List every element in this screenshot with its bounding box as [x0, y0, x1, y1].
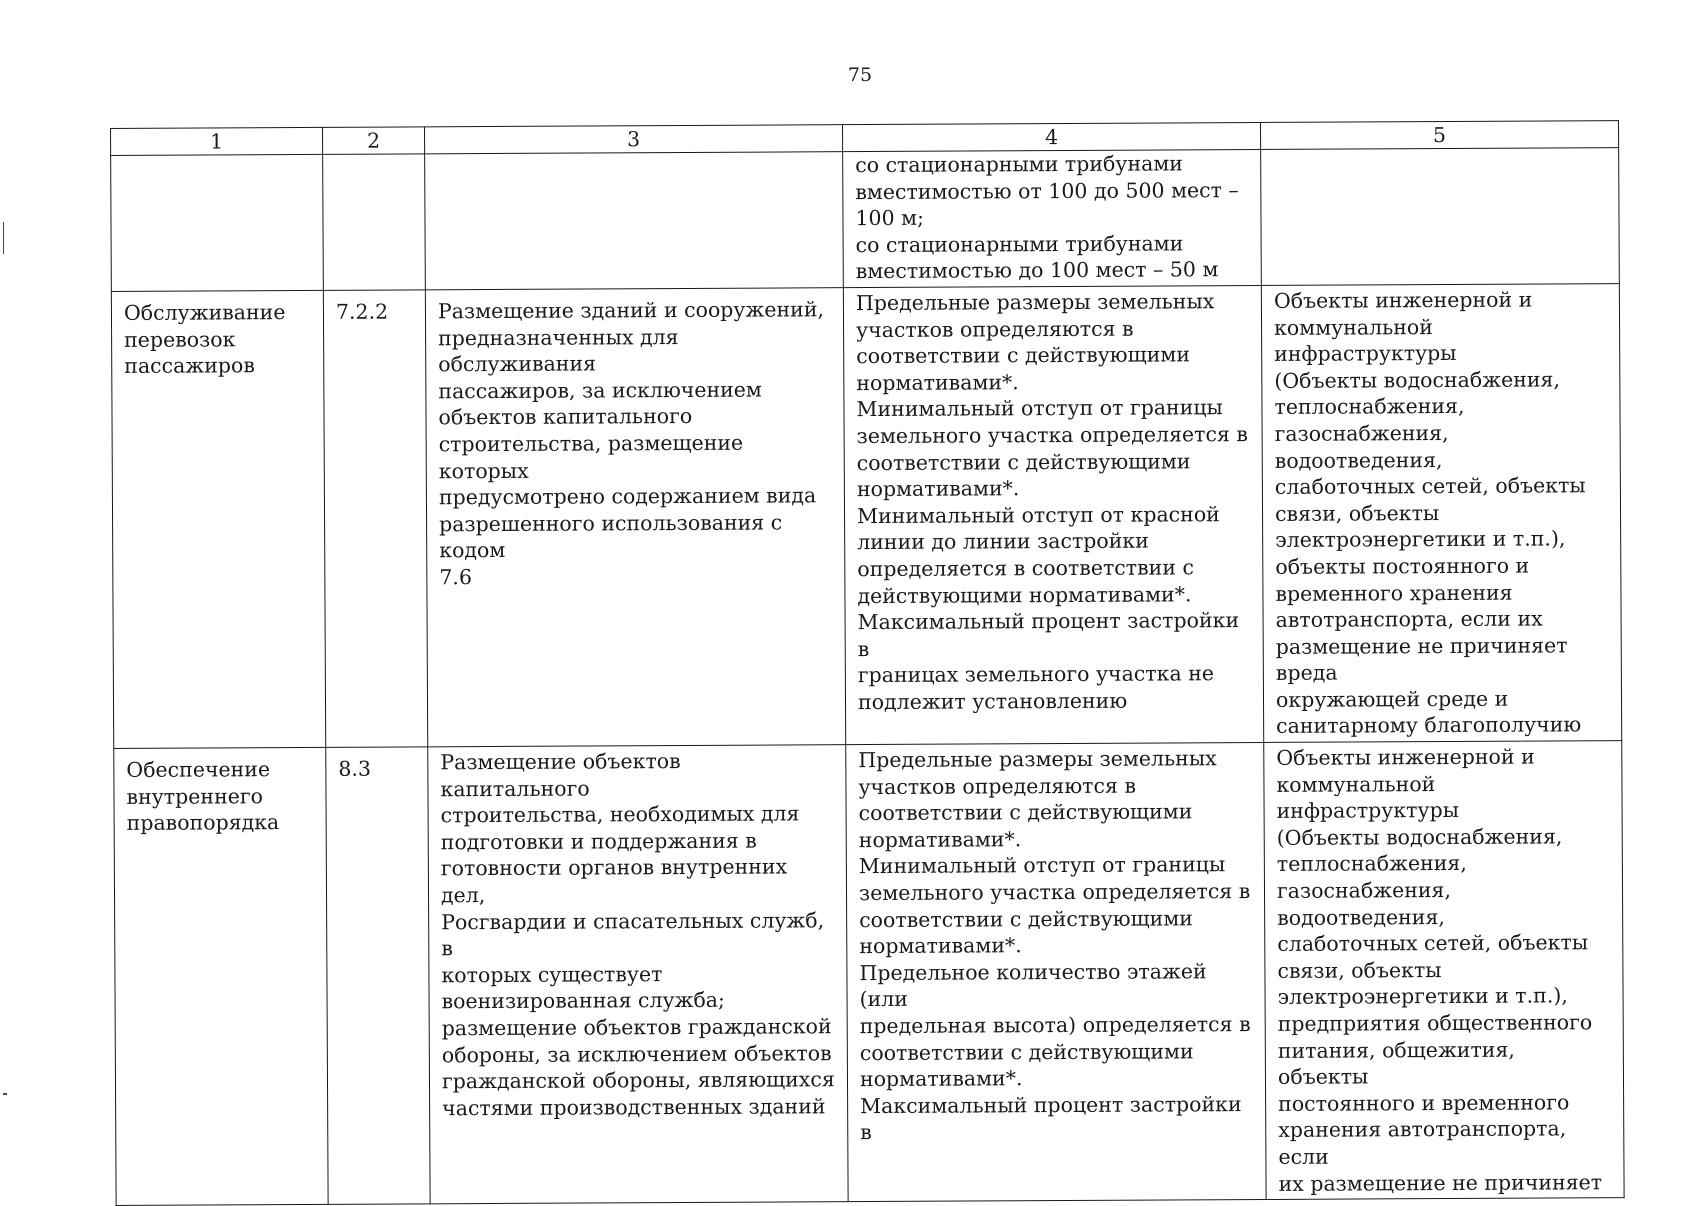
cell-name: [111, 290, 325, 748]
text-line: Минимальный отступ от красной: [856, 501, 1220, 528]
text-line: нормативами*.: [858, 827, 1022, 852]
text-line: питания, общежития, объекты: [1277, 1037, 1515, 1090]
text-line: готовности органов внутренних дел,: [440, 854, 788, 908]
text-line: их размещение не причиняет: [1278, 1169, 1603, 1196]
text-line: Предельное количество этажей (или: [859, 959, 1207, 1012]
text-line: соответствии с действующими: [856, 448, 1191, 475]
column-header-3: 3: [424, 125, 842, 154]
text-line: соответствии с действующими: [858, 799, 1193, 826]
table-row: [111, 284, 1621, 749]
text-line: санитарному благополучию: [1276, 712, 1582, 739]
text-line: связи, объекты: [1274, 500, 1440, 526]
text-line: земельного участка определяется в: [856, 421, 1248, 449]
text-line: Объекты инженерной и: [1276, 744, 1535, 770]
text-line: объектов капитального: [438, 404, 693, 430]
text-line: коммунальной инфраструктуры: [1276, 771, 1460, 824]
text-line: нормативами*.: [859, 933, 1022, 959]
text-line: 7.6: [439, 565, 473, 590]
text-line: строительства, необходимых для: [440, 801, 800, 828]
cell-auxiliary: [1264, 741, 1624, 1200]
cell-parameters: [843, 149, 1262, 287]
text-line: военизированная служба;: [441, 988, 725, 1014]
text-line: автотранспорта, если их: [1275, 606, 1543, 632]
text-line: слаботочных сетей, объекты: [1274, 473, 1586, 500]
text-line: постоянного и временного: [1278, 1090, 1570, 1116]
text-line: электроэнергетики и т.п.),: [1277, 983, 1568, 1010]
text-line: Росгвардии и спасательных служб, в: [441, 907, 825, 961]
text-line: нормативами*.: [856, 476, 1020, 502]
text-line: правопорядка: [126, 810, 280, 836]
page-number: 75: [847, 64, 873, 86]
text-line: пассажиров, за исключением: [438, 377, 762, 404]
text-line: линии до линии застройки: [857, 528, 1149, 555]
text-line: со стационарными трибунами: [855, 231, 1184, 257]
scan-edge-mark: [3, 222, 4, 254]
text-line: теплоснабжения,: [1274, 394, 1465, 420]
text-line: теплоснабжения,: [1276, 851, 1467, 877]
text-line: Максимальный процент застройки в: [857, 608, 1240, 661]
text-line: газоснабжения, водоотведения,: [1276, 878, 1452, 930]
cell-name: [114, 747, 328, 1205]
text-line: внутреннего: [126, 783, 263, 809]
text-line: временного хранения: [1275, 580, 1513, 606]
text-line: Обеспечение: [126, 757, 271, 782]
cell-description: [428, 745, 848, 1204]
cell-name: [111, 154, 324, 291]
table-row-continuation: [111, 148, 1620, 292]
text-line: Предельные размеры земельных: [858, 746, 1217, 773]
text-line: Объекты инженерной и: [1273, 287, 1533, 313]
text-line: предусмотрено содержанием вида: [438, 483, 817, 510]
text-line: Максимальный процент застройки в: [860, 1091, 1242, 1145]
text-line: (Объекты водоснабжения,: [1274, 367, 1561, 393]
text-line: гражданской обороны, являющихся: [441, 1067, 835, 1094]
text-line: объекты постоянного и: [1275, 553, 1530, 579]
cell-code: 7.2.2: [323, 290, 427, 748]
text-line: определяется в соответствии с: [857, 555, 1195, 581]
text-line: нормативами*.: [856, 369, 1019, 395]
text-line: Предельные размеры земельных: [855, 289, 1215, 316]
text-line: перевозок: [124, 326, 236, 352]
text-line: связи, объекты: [1277, 957, 1442, 983]
text-line: предприятия общественного: [1277, 1010, 1593, 1036]
text-line: пассажиров: [124, 353, 255, 379]
column-header-4: 4: [842, 122, 1260, 151]
text-line: Обслуживание: [123, 300, 286, 325]
text-line: соответствии с действующими: [859, 905, 1193, 932]
text-line: предназначенных для обслуживания: [438, 324, 679, 377]
text-line: вместимостью от 100 до 500 мест –: [855, 177, 1239, 204]
text-line: строительства, размещение которых: [438, 430, 744, 483]
cell-description: [425, 152, 844, 290]
text-line: Минимальный отступ от границы: [858, 852, 1226, 879]
text-line: Размещение зданий и сооружений,: [437, 297, 825, 324]
zoning-table: [110, 120, 1625, 1206]
text-line: предельная высота) определяется в: [859, 1012, 1251, 1039]
text-line: размещение объектов гражданской: [441, 1014, 832, 1041]
cell-parameters: [843, 285, 1263, 744]
text-line: газоснабжения, водоотведения,: [1274, 420, 1449, 473]
text-line: земельного участка определяется в: [858, 879, 1251, 906]
text-line: со стационарными трибунами: [855, 151, 1183, 178]
column-header-2: 2: [322, 127, 424, 155]
text-line: обороны, за исключением объектов: [441, 1040, 832, 1067]
text-line: участков определяются в: [856, 316, 1134, 342]
text-line: электроэнергетики и т.п.),: [1275, 526, 1566, 553]
text-line: соответствии с действующими: [859, 1038, 1194, 1065]
text-line: участков определяются в: [858, 773, 1137, 799]
text-line: слаботочных сетей, объекты: [1277, 930, 1589, 957]
scan-edge-mark: [3, 1093, 7, 1095]
text-line: подготовки и поддержания в: [440, 828, 757, 855]
text-line: 100 м;: [855, 205, 925, 231]
text-line: окружающей среде и: [1275, 686, 1509, 712]
column-header-1: 1: [111, 127, 323, 155]
cell-parameters: [846, 743, 1266, 1202]
text-line: границах земельного участка не: [857, 661, 1215, 688]
text-line: частями производственных зданий: [442, 1094, 826, 1121]
table-row: [114, 741, 1624, 1206]
text-line: разрешенного использования с кодом: [439, 510, 783, 563]
text-line: соответствии с действующими: [856, 342, 1191, 369]
column-header-5: 5: [1260, 121, 1618, 150]
text-line: нормативами*.: [859, 1066, 1023, 1092]
text-line: которых существует: [441, 961, 663, 988]
cell-code: [323, 154, 426, 291]
text-line: подлежит установлению: [857, 688, 1128, 714]
cell-description: [425, 288, 845, 747]
text-line: Размещение объектов капитального: [440, 749, 681, 801]
cell-auxiliary: [1261, 284, 1621, 743]
cell-code: 8.3: [326, 747, 430, 1205]
text-line: действующими нормативами*.: [857, 581, 1192, 608]
text-line: размещение не причиняет вреда: [1275, 633, 1568, 686]
cell-auxiliary: [1261, 148, 1620, 286]
text-line: вместимостью до 100 мест – 50 м: [855, 257, 1219, 284]
text-line: Минимальный отступ от границы: [856, 395, 1223, 422]
text-line: коммунальной инфраструктуры: [1273, 314, 1457, 367]
text-line: хранения автотранспорта, если: [1278, 1116, 1567, 1169]
text-line: (Объекты водоснабжения,: [1276, 824, 1563, 850]
